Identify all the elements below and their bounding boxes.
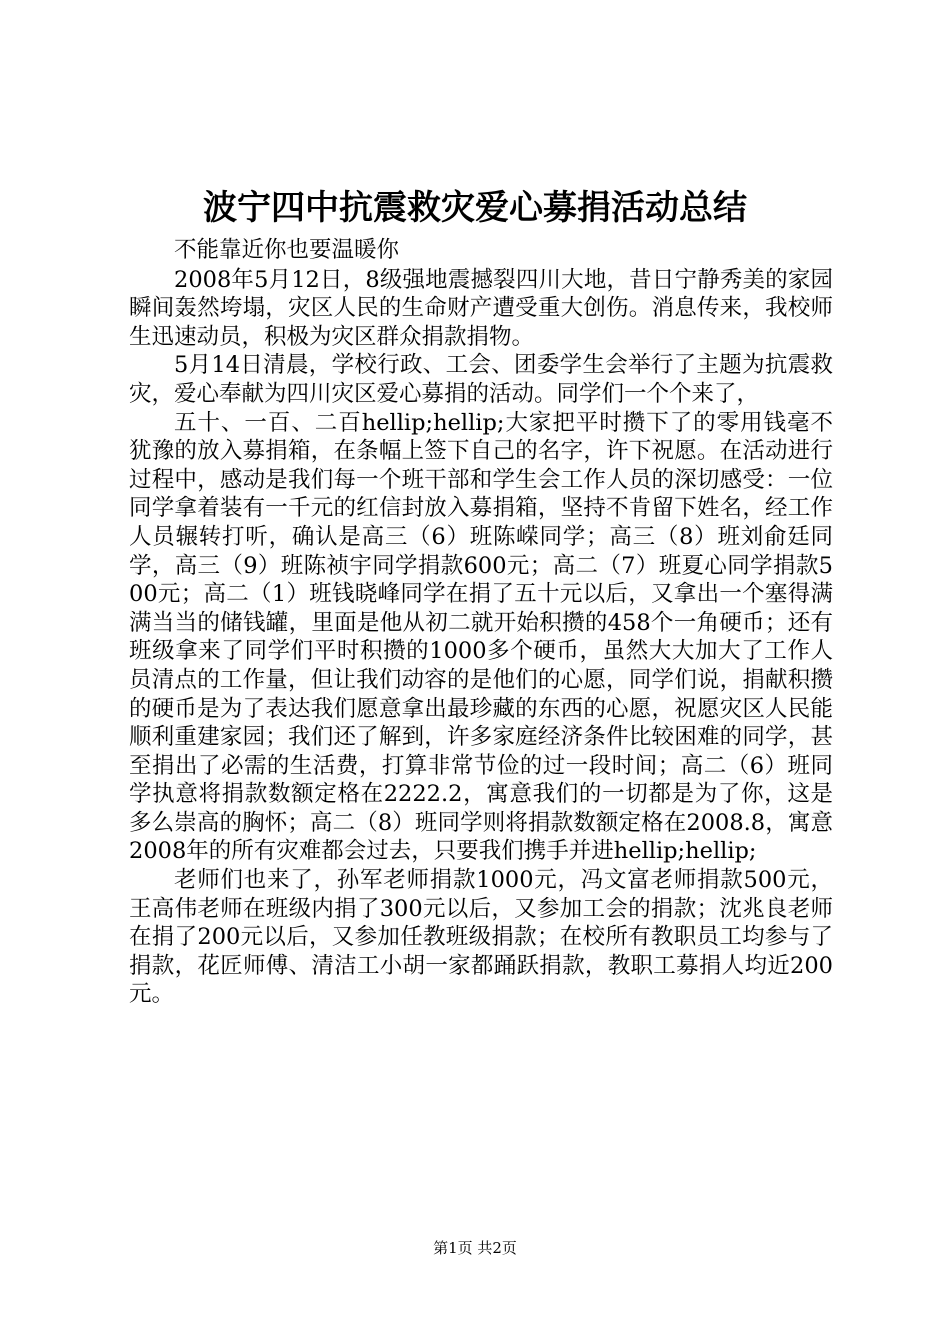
document-title: 波宁四中抗震救灾爱心募捐活动总结 [203,188,747,228]
paragraph-students: 五十、一百、二百hellip;hellip;大家把平时攒下了的零用钱毫不犹豫的放入募捐箱，在条幅上签下自己的名字，许下祝愿。在活动进行过程中，感动是我们每一个班干部和学生会工作人员的深切感受：一位同学拿着装有一千元的红信封放入募捐箱，坚持不肯留下姓名，经工作人员辗转打听，确认是高三（6）班陈嵘同学；高三（8）班刘俞廷同学，高三（9）班陈祯宇同学捐款600元；高二（7）班夏心同学捐款500元；高二（1）班钱晓峰同学在捐了五十元以后，又拿出一个塞得满满当当的储钱罐，里面是他从初二就开始积攒的458个一角硬币；还有班级拿来了同学们平时积攒的1000多个硬币，虽然大大加大了工作人员清点的工作量，但让我们动容的是他们的心愿，同学们说，捐献积攒的硬币是为了表达我们愿意拿出最珍藏的东西的心愿，祝愿灾区人民能顺利重建家园；我们还了解到，许多家庭经济条件比较困难的同学，甚至捐出了必需的生活费，打算非常节俭的过一段时间；高二（6）班同学执意将捐款数额定格在2222.2，寓意我们的一切都是为了你，这是多么崇高的胸怀；高二（8）班同学则将捐款数额定格在2008.8，寓意2008年的所有灾难都会过去，只要我们携手并进hellip;hellip; [129,409,833,865]
paragraph-teachers: 老师们也来了，孙军老师捐款1000元，冯文富老师捐款500元，王高伟老师在班级内捐了300元以后，又参加工会的捐款；沈兆良老师在捐了200元以后，又参加任教班级捐款；在校所有教职员工均参与了捐款，花匠师傅、清洁工小胡一家都踊跃捐款，教职工募捐人均近200元。 [129,867,833,1008]
paragraph-earthquake: 2008年5月12日，8级强地震撼裂四川大地，昔日宁静秀美的家园瞬间轰然垮塌，灾区人民的生命财产遭受重大创伤。消息传来，我校师生迅速动员，积极为灾区群众捐款捐物。 [129,266,833,350]
page-number-footer: 第1页 共2页 [433,1239,517,1257]
paragraph-event: 5月14日清晨，学校行政、工会、团委学生会举行了主题为抗震救灾，爱心奉献为四川灾区爱心募捐的活动。同学们一个个来了， [129,352,833,407]
document-body [129,236,833,1009]
subtitle-paragraph: 不能靠近你也要温暖你 [174,237,400,263]
